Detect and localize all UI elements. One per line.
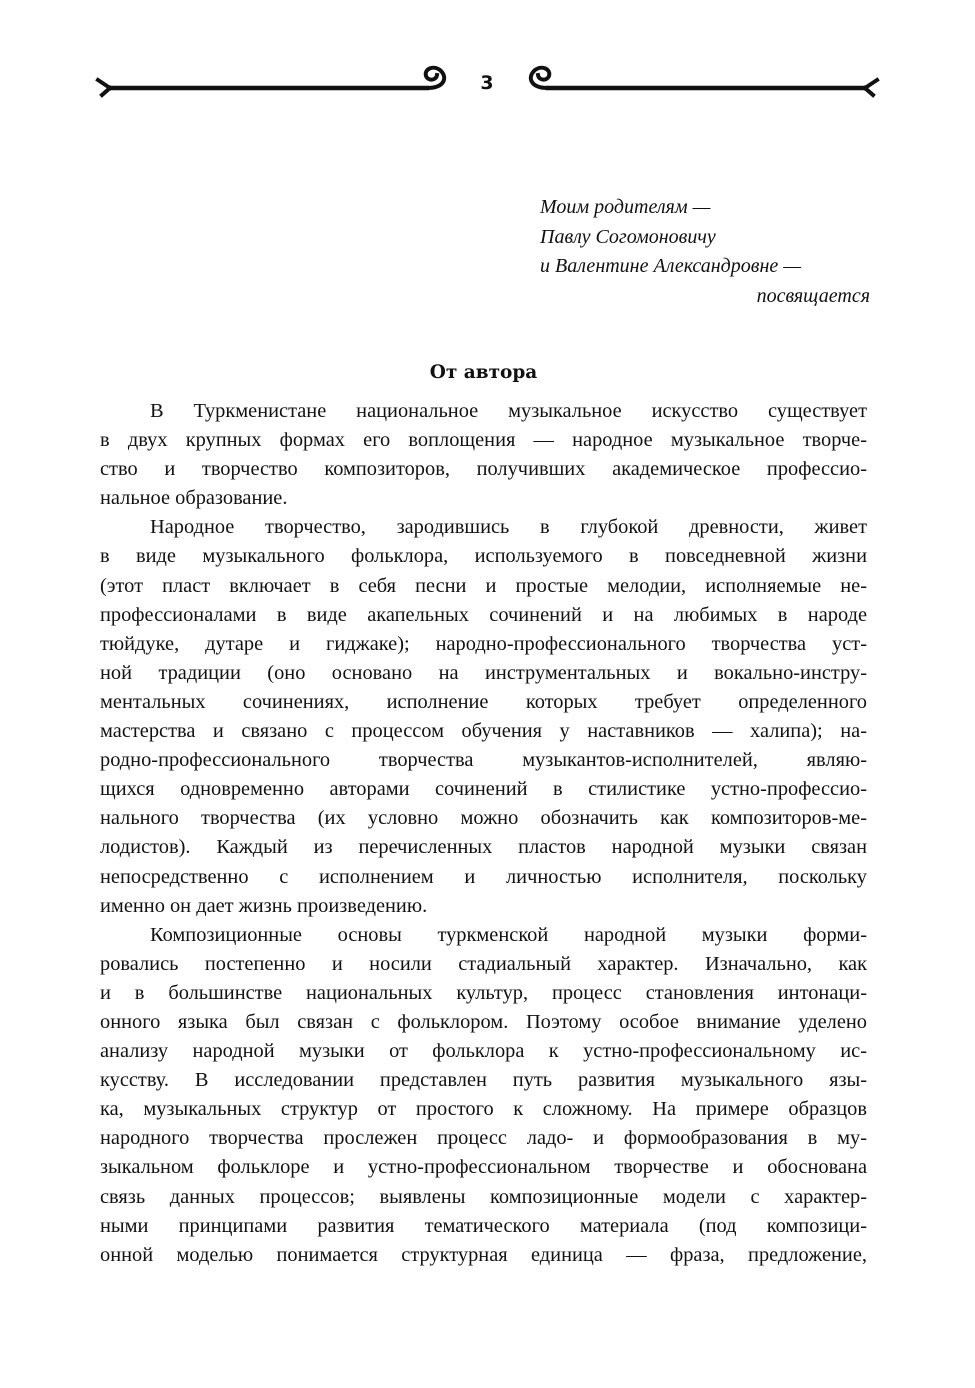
paragraph [100,397,867,513]
paragraph [100,921,867,1270]
dedication-line: Моим родителям — [540,196,711,218]
text-line: мастерства и связано с процессом обучения у наставников — халипа); на- [100,720,867,743]
text-line: ной традиции (оно основано на инструментальных и вокально-инстру- [100,661,867,684]
text-line: анализу народной музыки от фольклора к устно-профессиональному ис- [100,1040,867,1063]
paragraph [100,513,867,920]
text-line: Народное творчество, зародившись в глубокой древности, живет [150,516,867,539]
text-line: онного языка был связан с фольклором. Поэтому особое внимание уделено [100,1010,867,1033]
page-number: 3 [480,72,494,94]
text-line: онной моделью понимается структурная единица — фраза, предложение, [100,1243,867,1266]
text-line: непосредственно с исполнением и личностью исполнителя, поскольку [100,865,867,888]
text-line: лодистов). Каждый из перечисленных пластов народной музыки связан [100,836,867,859]
text-line: ка, музыкальных структур от простого к сложному. На примере образцов [100,1098,867,1121]
text-line: в виде музыкального фольклора, используемого в повседневной жизни [100,545,867,568]
text-line: ментальных сочинениях, исполнение которых требует определенного [100,690,867,713]
text-line: щихся одновременно авторами сочинений в стилистике устно-профессио- [100,778,867,801]
text-line: (этот пласт включает в себя песни и простые мелодии, исполняемые не- [100,574,867,597]
text-line: родно-профессионального творчества музыкантов-исполнителей, являю- [100,749,867,772]
text-line: в двух крупных формах его воплощения — народное музыкальное творче- [100,429,867,452]
dedication-line: Павлу Согомоновичу [540,225,716,248]
text-line: ство и творчество композиторов, получивших академическое профессио- [100,458,867,481]
text-line: кусству. В исследовании представлен путь развития музыкального язы- [100,1069,867,1092]
text-line: нального творчества (их условно можно обозначить как композиторов-ме- [100,807,867,830]
section-title: От автора [429,362,538,383]
text-line: В Туркменистане национальное музыкальное искусство существует [150,400,867,422]
text-line: именно он дает жизнь произведению. [100,894,428,917]
text-line: Композиционные основы туркменской народной музыки форми- [150,923,867,946]
text-line: нальное образование. [100,487,288,510]
text-line: и в большинстве национальных культур, процесс становления интонаци- [100,981,867,1004]
text-line: ровались постепенно и носили стадиальный характер. Изначально, как [100,952,867,975]
dedication [540,193,870,311]
dedication-line: посвящается [756,284,870,307]
dedication-line: и Валентине Александровне — [540,255,802,277]
text-line: зыкальном фольклоре и устно-профессиональном творчестве и обоснована [100,1156,867,1179]
text-line: профессионалами в виде акапельных сочинений и на любимых в народе [100,603,867,626]
text-line: тюйдуке, дутаре и гиджаке); народно-профессионального творчества уст- [100,632,867,655]
text-line: связь данных процессов; выявлены композиционные модели с характер- [100,1185,867,1208]
body-text [100,397,867,1270]
text-line: народного творчества прослежен процесс ладо- и формообразования в му- [100,1127,867,1150]
text-line: ными принципами развития тематического материала (под композици- [100,1214,867,1237]
